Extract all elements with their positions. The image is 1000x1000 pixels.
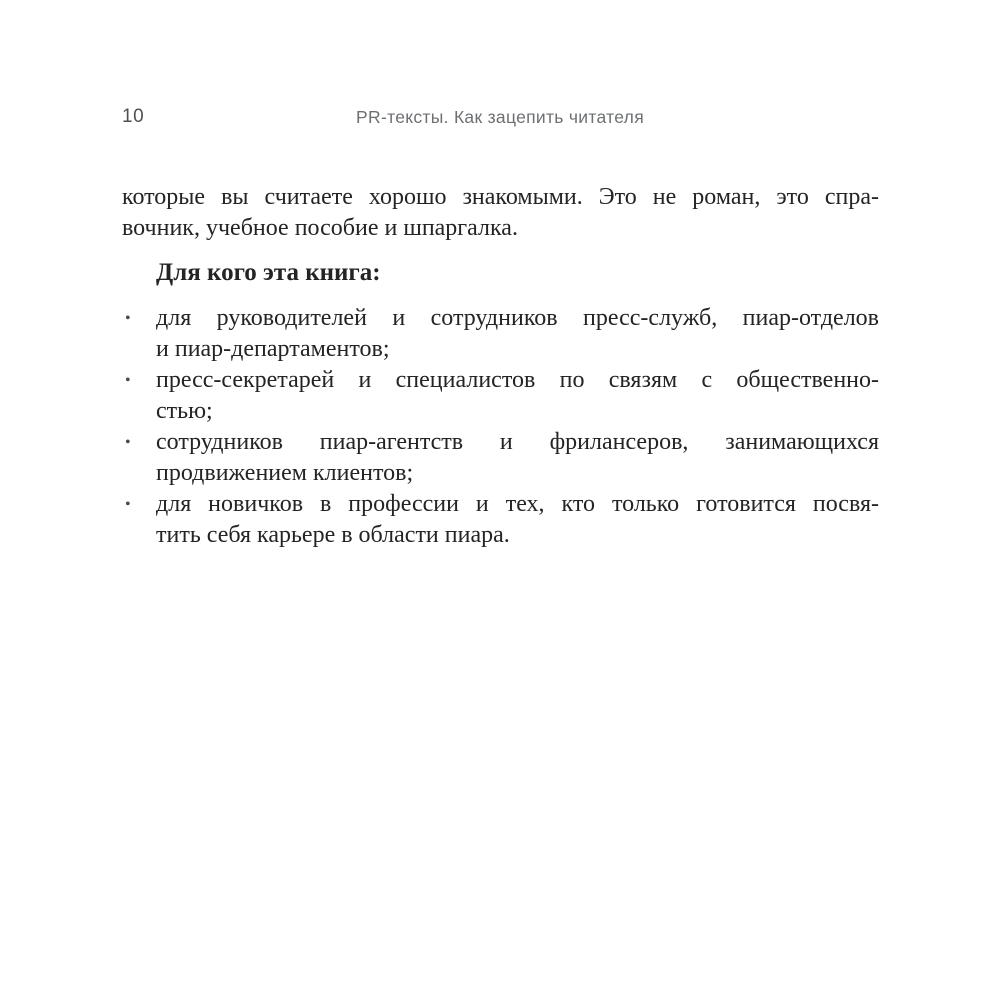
page-number: 10: [122, 106, 145, 127]
bullet-icon: •: [125, 310, 131, 327]
list-item-line: продвижением клиентов;: [156, 460, 414, 486]
bullet-icon: •: [125, 434, 131, 451]
list-item: [122, 365, 879, 427]
bullet-list: [122, 303, 879, 551]
list-item-line: и пиар-департаментов;: [156, 336, 390, 362]
page-content: [122, 182, 879, 551]
paragraph-line: вочник, учебное пособие и шпаргалка.: [122, 215, 518, 241]
list-item-text: [156, 365, 879, 427]
list-item-line: стью;: [156, 398, 213, 424]
list-item-line: для новичков в профессии и тех, кто только готовится посвя-: [156, 491, 879, 517]
list-item: [122, 489, 879, 551]
list-item-text: [156, 427, 879, 489]
bullet-icon: •: [125, 496, 131, 513]
list-item: [122, 303, 879, 365]
section-heading: Для кого эта книга:: [156, 259, 381, 286]
running-head: [122, 106, 878, 130]
paragraph-line: которые вы считаете хорошо знакомыми. Это не роман, это спра-: [122, 184, 879, 210]
list-item-line: для руководителей и сотрудников пресс-служб, пиар-отделов: [156, 305, 879, 331]
running-title: PR-тексты. Как зацепить читателя: [356, 107, 644, 127]
list-item-line: пресс-секретарей и специалистов по связям с общественно-: [156, 367, 879, 393]
list-item: [122, 427, 879, 489]
list-item-line: сотрудников пиар-агентств и фрилансеров, занимающихся: [156, 429, 879, 455]
list-item-text: [156, 489, 879, 551]
list-item-line: тить себя карьере в области пиара.: [156, 522, 510, 548]
list-item-text: [156, 303, 879, 365]
intro-paragraph: [122, 182, 879, 244]
bullet-icon: •: [125, 372, 131, 389]
